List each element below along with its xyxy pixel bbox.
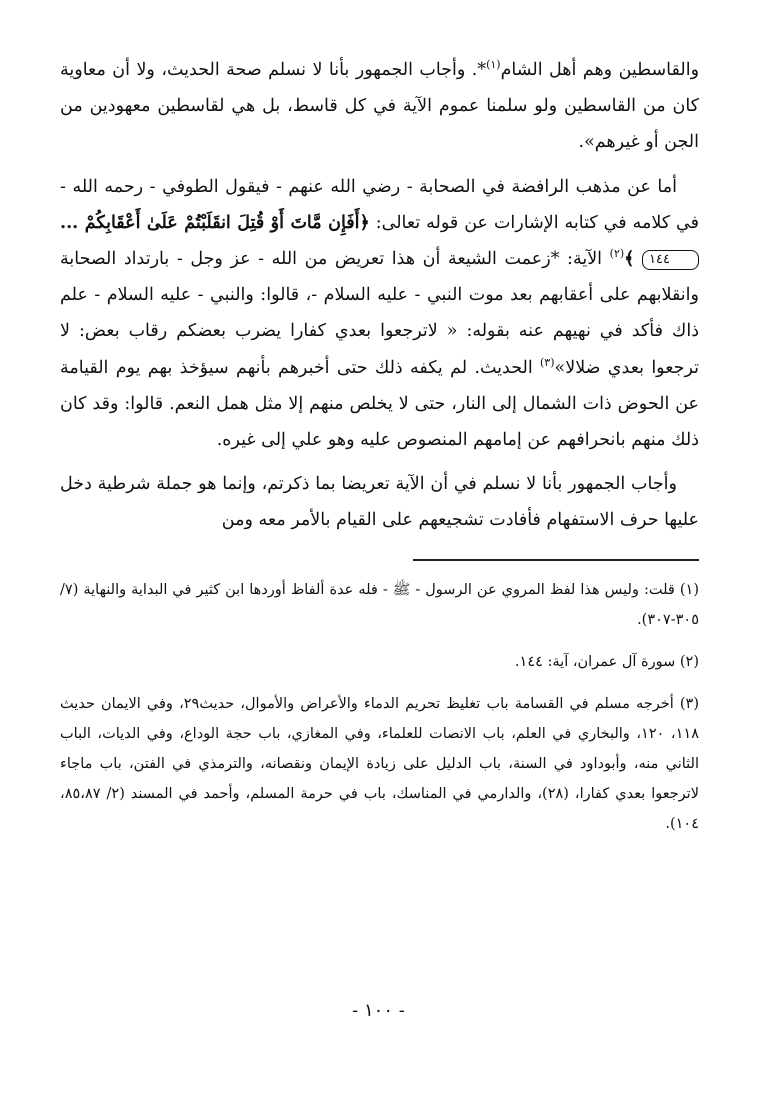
ayah-number: ١٤٤ [642, 250, 699, 270]
quran-bracket: ﴾ [624, 249, 635, 270]
page-number: - ١٠٠ - [352, 1000, 405, 1021]
footnote-ref-3: (٣) [540, 355, 555, 369]
footnote-3: (٣) أخرجه مسلم في القسامة باب تغليظ تحريم الدماء والأعراض والأموال، حديث٢٩، وفي الايمان حديث ١١٨، ١٢٠، والبخاري في العلم، باب الانصات للعلماء، وفي المغازي، باب حجة الوداع، وفي الديات، الباب الثاني منه، وأبوداود في السنة، باب الدليل على زيادة الإيمان ونقصانه، والترمذي في الفتن، باب ماجاء لاترجعوا بعدي كفارا، (٢٨)، والدارمي في المناسك، باب في حرمة المسلم، وأحمد في المسند (٢/ ٨٥،٨٧، ١٠٤). [60, 695, 699, 832]
footnote-divider [413, 559, 699, 561]
paragraph-3 [60, 466, 699, 538]
footnote-ref-2: (٢) [609, 247, 625, 261]
footnotes [60, 575, 699, 839]
text-segment: أما عن مذهب الرافضة في الصحابة - رضي الله عنهم - فيقول الطوفي - رحمه الله - في كلامه في كتابه الإشارات عن قوله تعالى: [60, 176, 700, 233]
text-segment: الآية: *زعمت الشيعة أن هذا تعريض من الله - عز وجل - بارتداد الصحابة وانقلابهم على أعقابهم بعد موت النبي - عليه السلام -، قالوا: والنبي - عليه السلام - علم ذاك فأكد في نهيهم عنه بقوله: « لاترجعوا بعدي كفارا يضرب بعضكم رقاب بعض: لا ترجعوا بعدي ضلالا» [60, 249, 700, 378]
footnote-2: (٢) سورة آل عمران، آية: ١٤٤. [514, 653, 699, 670]
main-text [60, 52, 699, 539]
text-segment: وأجاب الجمهور بأنا لا نسلم في أن الآية تعريضا بما ذكرتم، وإنما هو جملة شرطية دخل عليها حرف الاستفهام فأفادت تشجيعهم على القيام بالأمر معه ومن [60, 474, 699, 531]
quran-verse: ﴿أَفَإِن مَّاتَ أَوْ قُتِلَ انقَلَبْتُمْ عَلَىٰ أَعْقَابِكُمْ ... [60, 212, 370, 233]
paragraph-1 [60, 52, 699, 161]
footnote-1: (١) قلت: وليس هذا لفظ المروي عن الرسول - ﷺ - فله عدة ألفاظ أوردها ابن كثير في البداية والنهاية (٧/ ٣٠٥-٣٠٧). [60, 581, 699, 628]
footnote-ref-1: (١) [486, 58, 501, 72]
text-segment: *. وأجاب الجمهور بأنا لا نسلم صحة الحديث، ولا أن معاوية كان من القاسطين ولو سلمنا عموم الآية في كل قاسط، بل هي لقاسطين معهودين من الجن أو غيرهم». [60, 60, 699, 153]
text-segment: الحديث. لم يكفه ذلك حتى أخبرهم بأنهم سيؤخذ بهم يوم القيامة عن الحوض ذات الشمال إلى النار، حتى لا يخلص منهم إلا مثل همل النعم. قالوا: وقد كان ذلك منهم بانحرافهم عن إمامهم المنصوص عليه وهو علي إلى غيره. [60, 357, 699, 451]
paragraph-2 [60, 169, 699, 459]
text-segment: والقاسطين وهم أهل الشام [500, 60, 700, 80]
